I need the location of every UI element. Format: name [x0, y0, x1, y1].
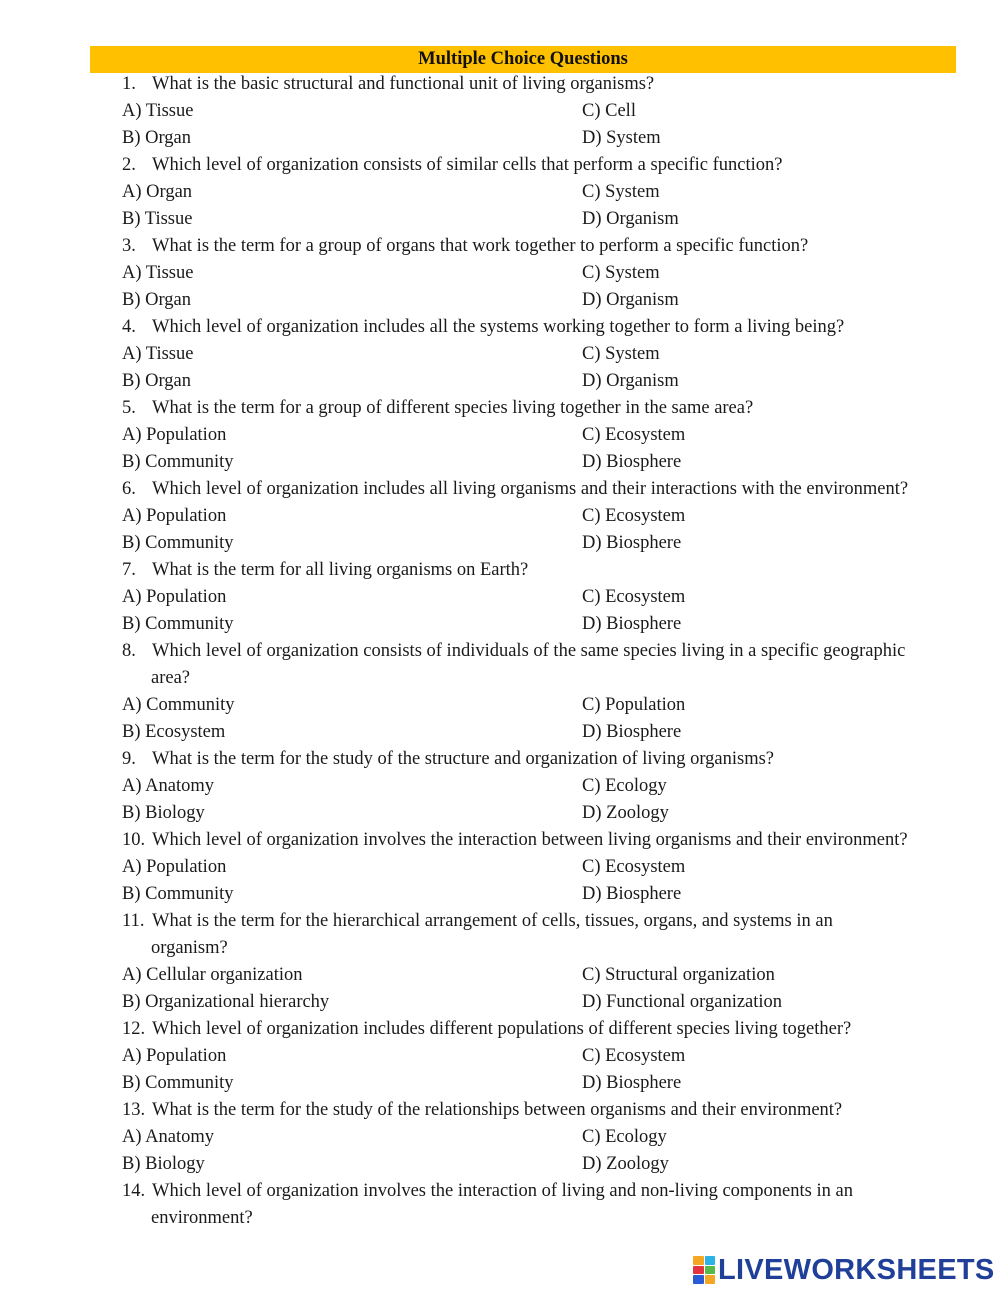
option-row: [122, 287, 962, 314]
option-a[interactable]: A) Tissue: [122, 101, 194, 121]
question-line: [122, 1016, 962, 1043]
option-row: [122, 800, 962, 827]
option-c[interactable]: C) Population: [582, 695, 686, 715]
question-text: Which level of organization consists of individuals of the same species living in a specific geographic: [152, 641, 906, 661]
question-text: What is the term for all living organisms on Earth?: [152, 560, 529, 580]
question-item: [122, 746, 962, 827]
logo-block: [693, 1266, 704, 1275]
option-d[interactable]: D) Biosphere: [582, 884, 682, 904]
question-line: [122, 71, 962, 98]
option-c[interactable]: C) Ecosystem: [582, 506, 686, 526]
option-a[interactable]: A) Cellular organization: [122, 965, 303, 985]
option-row: [122, 260, 962, 287]
option-a[interactable]: A) Population: [122, 857, 227, 877]
option-b[interactable]: B) Tissue: [122, 209, 193, 229]
question-line: [122, 476, 962, 503]
question-text: Which level of organization consists of similar cells that perform a specific function?: [152, 155, 783, 175]
question-number: 2.: [122, 155, 136, 175]
question-line: [122, 827, 962, 854]
option-d[interactable]: D) Organism: [582, 209, 679, 229]
option-b[interactable]: B) Ecosystem: [122, 722, 226, 742]
question-item: [122, 638, 962, 746]
option-row: [122, 422, 962, 449]
question-item: [122, 314, 962, 395]
question-text: Which level of organization includes different populations of different species living together?: [152, 1019, 852, 1039]
option-row: [122, 719, 962, 746]
option-b[interactable]: B) Community: [122, 533, 234, 553]
question-line: [122, 1178, 962, 1205]
question-number: 9.: [122, 749, 136, 769]
question-item: [122, 1016, 962, 1097]
option-b[interactable]: B) Biology: [122, 1154, 205, 1174]
option-row: [122, 854, 962, 881]
question-text-continued: area?: [151, 668, 191, 688]
option-a[interactable]: A) Anatomy: [122, 776, 214, 796]
section-title: Multiple Choice Questions: [418, 49, 628, 69]
question-text: Which level of organization involves the interaction of living and non-living components in an: [152, 1181, 853, 1201]
option-c[interactable]: C) Ecosystem: [582, 587, 686, 607]
question-item: [122, 557, 962, 638]
option-c[interactable]: C) Ecology: [582, 1127, 667, 1147]
option-row: [122, 584, 962, 611]
option-d[interactable]: D) Functional organization: [582, 992, 783, 1012]
option-row: [122, 341, 962, 368]
question-line: [122, 233, 962, 260]
option-d[interactable]: D) Biosphere: [582, 722, 682, 742]
option-row: [122, 449, 962, 476]
question-item: [122, 1097, 962, 1178]
option-row: [122, 503, 962, 530]
option-b[interactable]: B) Community: [122, 614, 234, 634]
question-text: Which level of organization involves the interaction between living organisms and their environment?: [152, 830, 908, 850]
option-b[interactable]: B) Organ: [122, 290, 192, 310]
question-text-continued: organism?: [151, 938, 228, 958]
question-number: 5.: [122, 398, 136, 418]
option-row: [122, 1151, 962, 1178]
question-text: What is the term for the study of the structure and organization of living organisms?: [152, 749, 774, 769]
question-number: 7.: [122, 560, 136, 580]
option-row: [122, 773, 962, 800]
question-line: [122, 1097, 962, 1124]
question-number: 11.: [122, 911, 145, 931]
option-d[interactable]: D) Biosphere: [582, 1073, 682, 1093]
question-item: [122, 1178, 962, 1232]
option-b[interactable]: B) Organizational hierarchy: [122, 992, 330, 1012]
option-row: [122, 962, 962, 989]
option-a[interactable]: A) Population: [122, 587, 227, 607]
option-row: [122, 611, 962, 638]
question-item: [122, 908, 962, 1016]
option-b[interactable]: B) Community: [122, 452, 234, 472]
question-text: What is the term for the hierarchical arrangement of cells, tissues, organs, and systems in an: [152, 911, 833, 931]
question-number: 12.: [122, 1019, 146, 1039]
question-item: [122, 476, 962, 557]
question-number: 4.: [122, 317, 136, 337]
logo-block: [705, 1275, 716, 1284]
option-c[interactable]: C) Ecosystem: [582, 1046, 686, 1066]
question-text: What is the term for a group of different species living together in the same area?: [152, 398, 754, 418]
option-row: [122, 179, 962, 206]
option-d[interactable]: D) System: [582, 128, 661, 148]
section-header: [90, 46, 956, 73]
question-line: [122, 557, 962, 584]
question-text: What is the term for a group of organs that work together to perform a specific function?: [152, 236, 809, 256]
option-d[interactable]: D) Biosphere: [582, 533, 682, 553]
option-c[interactable]: C) Ecology: [582, 776, 667, 796]
question-number: 14.: [122, 1181, 146, 1201]
option-c[interactable]: C) Structural organization: [582, 965, 775, 985]
question-text-continued: environment?: [151, 1208, 253, 1228]
option-b[interactable]: B) Community: [122, 1073, 234, 1093]
question-text: Which level of organization includes all the systems working together to form a living being?: [152, 317, 845, 337]
question-line: [122, 746, 962, 773]
option-d[interactable]: D) Organism: [582, 290, 679, 310]
question-line: [122, 638, 962, 665]
option-a[interactable]: A) Population: [122, 506, 227, 526]
question-line: [122, 314, 962, 341]
option-row: [122, 125, 962, 152]
option-c[interactable]: C) System: [582, 263, 660, 283]
question-item: [122, 152, 962, 233]
option-a[interactable]: A) Tissue: [122, 263, 194, 283]
option-row: [122, 1043, 962, 1070]
logo-block: [705, 1256, 716, 1265]
option-c[interactable]: C) System: [582, 182, 660, 202]
question-number: 3.: [122, 236, 136, 256]
option-d[interactable]: D) Organism: [582, 371, 679, 391]
option-d[interactable]: D) Zoology: [582, 1154, 669, 1174]
option-c[interactable]: C) Ecosystem: [582, 425, 686, 445]
logo-block: [693, 1275, 704, 1284]
option-row: [122, 206, 962, 233]
option-row: [122, 1070, 962, 1097]
option-a[interactable]: A) Population: [122, 1046, 227, 1066]
question-number: 1.: [122, 74, 136, 94]
option-row: [122, 98, 962, 125]
question-line: [122, 152, 962, 179]
question-line: [122, 908, 962, 935]
option-row: [122, 881, 962, 908]
option-row: [122, 1124, 962, 1151]
question-number: 10.: [122, 830, 146, 850]
question-item: [122, 71, 962, 152]
option-b[interactable]: B) Community: [122, 884, 234, 904]
logo-block: [693, 1256, 704, 1265]
option-a[interactable]: A) Community: [122, 695, 235, 715]
option-b[interactable]: B) Organ: [122, 128, 192, 148]
logo-text: LIVEWORKSHEETS: [718, 1253, 995, 1286]
option-a[interactable]: A) Population: [122, 425, 227, 445]
option-c[interactable]: C) Ecosystem: [582, 857, 686, 877]
option-c[interactable]: C) Cell: [582, 101, 636, 121]
option-d[interactable]: D) Biosphere: [582, 614, 682, 634]
option-row: [122, 989, 962, 1016]
option-a[interactable]: A) Organ: [122, 182, 193, 202]
question-text: What is the basic structural and functional unit of living organisms?: [152, 74, 655, 94]
logo-blocks-icon: [693, 1256, 715, 1284]
question-item: [122, 395, 962, 476]
option-c[interactable]: C) System: [582, 344, 660, 364]
option-b[interactable]: B) Biology: [122, 803, 205, 823]
question-line: [122, 395, 962, 422]
question-number: 6.: [122, 479, 136, 499]
question-number: 8.: [122, 641, 136, 661]
question-item: [122, 827, 962, 908]
option-d[interactable]: D) Biosphere: [582, 452, 682, 472]
option-a[interactable]: A) Anatomy: [122, 1127, 214, 1147]
option-b[interactable]: B) Organ: [122, 371, 192, 391]
option-row: [122, 692, 962, 719]
liveworksheets-logo: [693, 1252, 995, 1288]
question-text: What is the term for the study of the relationships between organisms and their environment?: [152, 1100, 843, 1120]
option-d[interactable]: D) Zoology: [582, 803, 669, 823]
question-number: 13.: [122, 1100, 146, 1120]
question-item: [122, 233, 962, 314]
option-row: [122, 368, 962, 395]
question-text: Which level of organization includes all living organisms and their interactions with the environment?: [152, 479, 909, 499]
option-row: [122, 530, 962, 557]
option-a[interactable]: A) Tissue: [122, 344, 194, 364]
logo-block: [705, 1266, 716, 1275]
question-list: [122, 71, 962, 1232]
